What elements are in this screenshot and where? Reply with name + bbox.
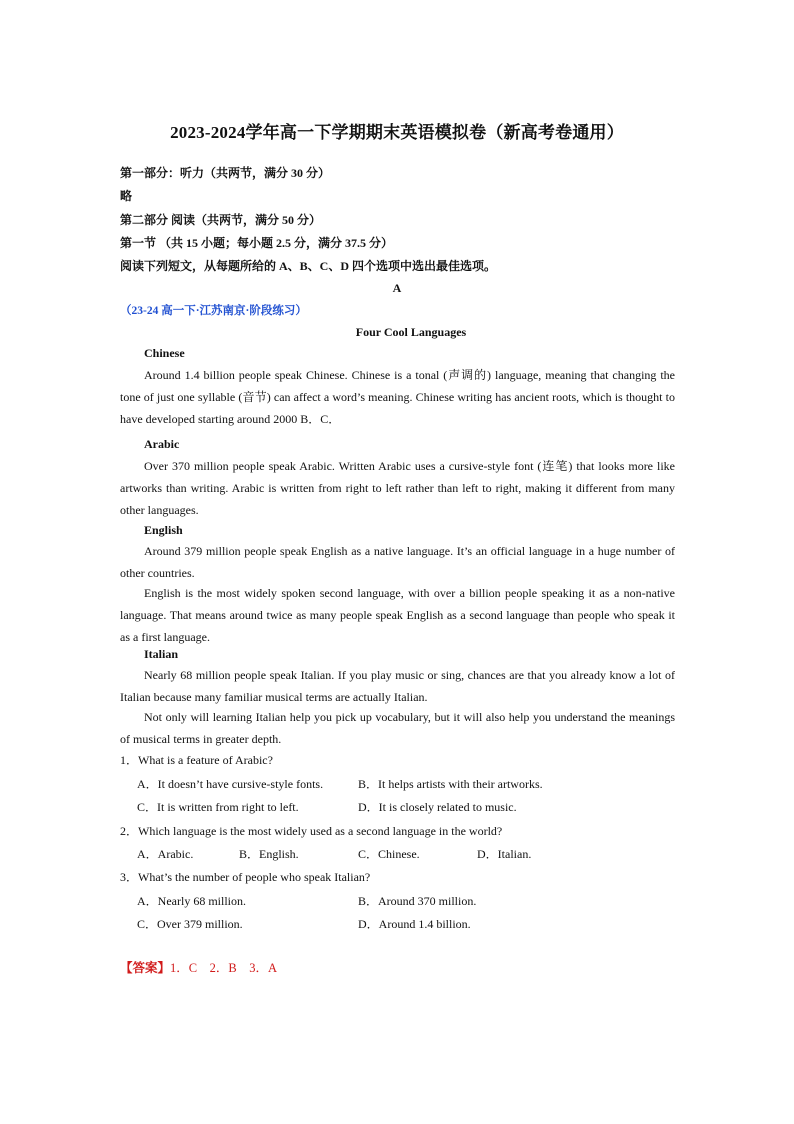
passage-letter: A bbox=[392, 281, 402, 295]
page-title: 2023-2024学年高一下学期期末英语模拟卷（新高考卷通用） bbox=[170, 123, 624, 142]
part2-heading: 第二部分 阅读（共两节，满分 50 分） bbox=[120, 213, 322, 227]
question-3-stem: 3．What’s the number of people who speak Italian? bbox=[120, 870, 371, 884]
heading-italian: Italian bbox=[144, 647, 179, 661]
question-3-option-a[interactable]: A．Nearly 68 million. bbox=[137, 894, 246, 908]
heading-english: English bbox=[144, 523, 183, 537]
heading-chinese: Chinese bbox=[144, 346, 185, 360]
question-3-option-d[interactable]: D．Around 1.4 billion. bbox=[358, 917, 471, 931]
source-tag: （23-24 高一下·江苏南京·阶段练习） bbox=[120, 305, 307, 317]
question-1-option-b[interactable]: B．It helps artists with their artworks. bbox=[358, 777, 543, 791]
passage-title: Four Cool Languages bbox=[355, 325, 467, 339]
section1-heading: 第一节 （共 15 小题；每小题 2.5 分，满分 37.5 分） bbox=[120, 236, 394, 250]
question-2-stem: 2．Which language is the most widely used as a second language in the world? bbox=[120, 824, 503, 838]
question-1-option-a[interactable]: A．It doesn’t have cursive-style fonts. bbox=[137, 777, 324, 791]
part1-heading: 第一部分：听力（共两节，满分 30 分） bbox=[120, 166, 331, 180]
question-2-option-c[interactable]: C．Chinese. bbox=[358, 847, 420, 861]
question-3-option-c[interactable]: C．Over 379 million. bbox=[137, 917, 243, 931]
question-1-stem: 1．What is a feature of Arabic? bbox=[120, 753, 273, 767]
paragraph-italian-2: Not only will learning Italian help you pick up vocabulary, but it will also help you understand the meanings of musical terms in greater depth. bbox=[120, 710, 675, 746]
question-3-option-b[interactable]: B．Around 370 million. bbox=[358, 894, 477, 908]
part1-note: 略 bbox=[120, 189, 133, 203]
question-1-option-d[interactable]: D．It is closely related to music. bbox=[358, 800, 517, 814]
answer-label: 【答案】 bbox=[120, 961, 171, 975]
paragraph-italian-1: Nearly 68 million people speak Italian. If you play music or sing, chances are that you already know a lot of Italian because many familiar musical terms are actually Italian. bbox=[120, 668, 675, 704]
heading-arabic: Arabic bbox=[144, 437, 180, 451]
paragraph-english-1: Around 379 million people speak English as a native language. It’s an official language in a huge number of other countries. bbox=[120, 544, 675, 580]
paragraph-arabic: Over 370 million people speak Arabic. Written Arabic uses a cursive-style font (连笔) that looks more like artworks than writing. Arabic is written from right to left rather than left to right, making it different from many other languages. bbox=[120, 459, 675, 517]
question-2-option-d[interactable]: D．Italian. bbox=[477, 847, 532, 861]
question-2-option-a[interactable]: A．Arabic. bbox=[137, 847, 194, 861]
answer-text: 1．C 2．B 3．A bbox=[170, 961, 277, 975]
question-2-option-b[interactable]: B．English. bbox=[239, 847, 299, 861]
paragraph-chinese: Around 1.4 billion people speak Chinese. Chinese is a tonal (声调的) language, meaning that changing the tone of just one syllable (音节) can affect a word’s meaning. Chinese writing has ancient roots, which is thought to have developed starting around 2000 B．C． bbox=[120, 368, 675, 426]
instructions: 阅读下列短文，从每题所给的 A、B、C、D 四个选项中选出最佳选项。 bbox=[120, 259, 497, 273]
paragraph-english-2: English is the most widely spoken second language, with over a billion people speaking it as a non-native language. That means around twice as many people speak English as a second language than people who speak it as a first language. bbox=[120, 586, 675, 644]
question-1-option-c[interactable]: C．It is written from right to left. bbox=[137, 800, 299, 814]
answer-line bbox=[120, 958, 277, 976]
